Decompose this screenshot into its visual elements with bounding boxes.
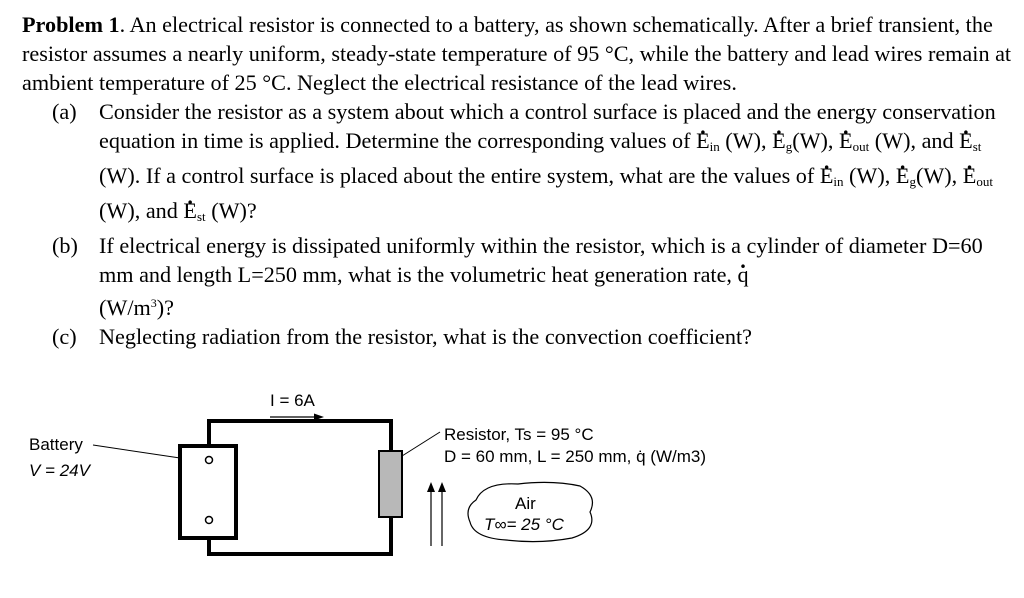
part-a-text-3: (W), <box>792 128 840 153</box>
part-a-text-6: (W), <box>843 163 896 188</box>
part-a-text-2: (W), <box>719 128 773 153</box>
intro-text: An electrical resistor is connected to a battery, as shown schematically. After a brief transient, the resistor assumes a nearly uniform, steady-state temperature of 95 °C, while the battery and lead wires remain at ambient temperature of 25 °C. Neglect the electrical resistance of the lead wires. <box>22 12 1012 95</box>
e-symbol: E <box>696 128 710 153</box>
e-symbol: E <box>772 128 786 153</box>
part-b-label: (b) <box>52 233 78 258</box>
e-symbol: E <box>183 198 197 223</box>
part-a-text-5: (W). If a control surface is placed about the entire system, what are the values of <box>99 163 820 188</box>
resistor-leader-line <box>402 432 440 456</box>
e-symbol: E <box>959 128 973 153</box>
current-label: I = 6A <box>270 391 315 410</box>
subscript-g: g <box>909 174 916 189</box>
problem-intro: Problem 1. An electrical resistor is connected to a battery, as shown schematically. After a brief transient, the resistor assumes a nearly uniform, steady-state temperature of 95 °C, while the battery and lead wires remain at ambient temperature of 25 °C. Neglect the electrical resistance of the lead wires. <box>22 12 1012 95</box>
part-b-text-3: )? <box>156 295 175 320</box>
battery-label: Battery <box>29 435 83 454</box>
subscript-st: st <box>972 139 982 154</box>
e-symbol: E <box>839 128 853 153</box>
subscript-in: in <box>833 174 844 189</box>
air-temp: T∞= 25 °C <box>484 515 564 534</box>
resistor-label: Resistor, Ts = 95 °C <box>444 425 594 444</box>
e-symbol: E <box>962 163 977 188</box>
part-c-label: (c) <box>52 324 77 349</box>
part-a-text-8: (W), and <box>99 198 184 223</box>
exponent: 3 <box>150 296 157 310</box>
part-a-text-7: (W), <box>915 163 963 188</box>
air-label: Air <box>515 494 536 513</box>
subscript-g: g <box>785 139 793 154</box>
resistor-dims: D = 60 mm, L = 250 mm, q̇ (W/m3) <box>444 447 706 466</box>
battery-leader-line <box>93 445 180 458</box>
subscript-out: out <box>852 139 870 154</box>
part-a-text-9: (W)? <box>205 198 257 223</box>
resistor <box>379 451 402 517</box>
e-symbol: E <box>819 163 834 188</box>
q-symbol: q <box>737 262 749 287</box>
air-flow-arrowhead <box>427 482 435 492</box>
subscript-st: st <box>196 209 206 224</box>
subscript-in: in <box>709 139 720 154</box>
part-b-text-2: (W/m <box>99 295 151 320</box>
battery-positive-terminal <box>206 457 213 464</box>
air-flow-arrowhead <box>438 482 446 492</box>
subscript-out: out <box>976 174 993 189</box>
voltage-label: V = 24V <box>29 461 90 480</box>
part-a-text-1: Consider the resistor as a system about which a control surface is placed and the energy conservation equation in time is applied. Determine the corresponding values of <box>99 99 996 153</box>
battery-negative-terminal <box>206 517 213 524</box>
part-c-text: Neglecting radiation from the resistor, what is the convection coefficient? <box>99 324 753 349</box>
e-symbol: E <box>895 163 910 188</box>
part-a-text-4: (W), and <box>869 128 960 153</box>
part-b-text-1: If electrical energy is dissipated uniformly within the resistor, which is a cylinder of diameter D=60 mm and length L=250 mm, what is the volumetric heat generation rate, <box>99 233 983 287</box>
problem-label: Problem 1 <box>22 12 120 37</box>
part-a-label: (a) <box>52 99 77 124</box>
